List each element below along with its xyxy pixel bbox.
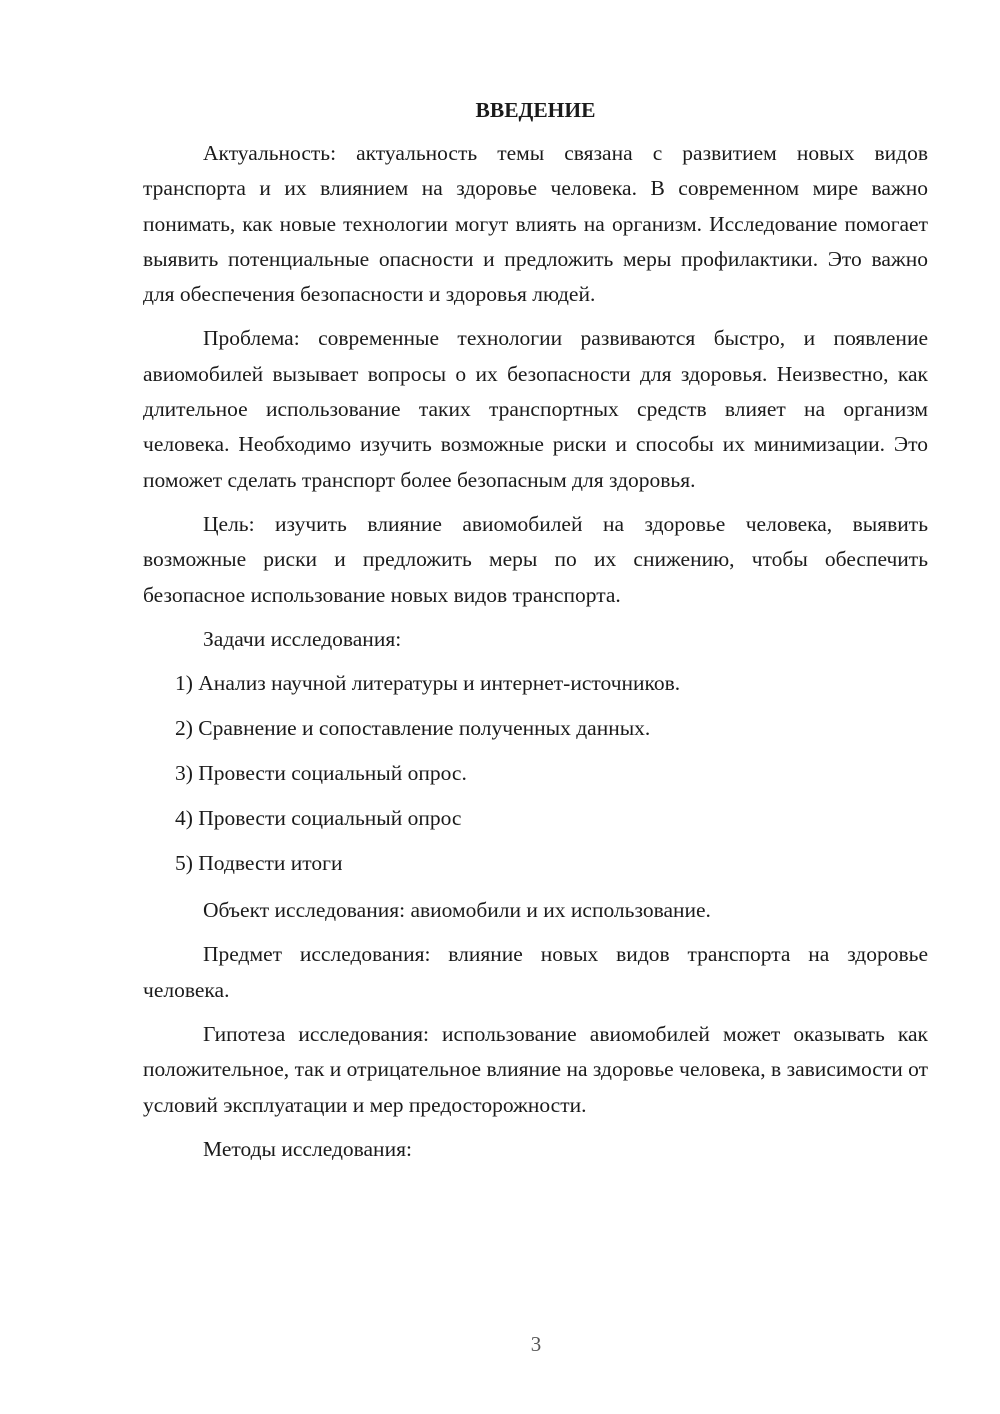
- list-item: 5) Подвести итоги: [175, 850, 343, 875]
- methods-title: Методы исследования:: [203, 1136, 412, 1161]
- hypothesis-paragraph: Гипотеза исследования: использование авиомобилей может оказывать как положительное, так и отрицательное влияние на здоровье человека, в зависимости от условий эксплуатации и мер предосторожности.: [143, 1021, 928, 1117]
- relevance-paragraph: Актуальность: актуальность темы связана с развитием новых видов транспорта и их влиянием на здоровье человека. В современном мире важно понимать, как новые технологии могут влиять на организм. Исследование помогает выявить потенциальные опасности и предложить меры профилактики. Это важно для обеспечения безопасности и здоровья людей.: [143, 141, 928, 307]
- subject-paragraph: Предмет исследования: влияние новых видов транспорта на здоровье человека.: [143, 942, 928, 1002]
- object-paragraph: Объект исследования: авиомобили и их использование.: [203, 898, 711, 923]
- list-item: 4) Провести социальный опрос: [175, 805, 462, 830]
- list-item: 3) Провести социальный опрос.: [175, 760, 467, 785]
- list-item: 1) Анализ научной литературы и интернет-источников.: [175, 671, 681, 696]
- tasks-list: [143, 666, 928, 881]
- problem-paragraph: Проблема: современные технологии развиваются быстро, и появление авиомобилей вызывает вопросы о их безопасности для здоровья. Неизвестно, как длительное использование таких транспортных средств влияет на организм человека. Необходимо изучить возможные риски и способы их минимизации. Это поможет сделать транспорт более безопасным для здоровья.: [143, 326, 928, 492]
- document-page: [143, 92, 928, 1176]
- page-number: 3: [530, 1332, 542, 1356]
- list-item: 2) Сравнение и сопоставление полученных данных.: [175, 716, 651, 741]
- page-title: ВВЕДЕНИЕ: [475, 98, 596, 122]
- goal-paragraph: Цель: изучить влияние авиомобилей на здоровье человека, выявить возможные риски и предложить меры по их снижению, чтобы обеспечить безопасное использование новых видов транспорта.: [143, 511, 928, 607]
- tasks-title: Задачи исследования:: [203, 626, 402, 651]
